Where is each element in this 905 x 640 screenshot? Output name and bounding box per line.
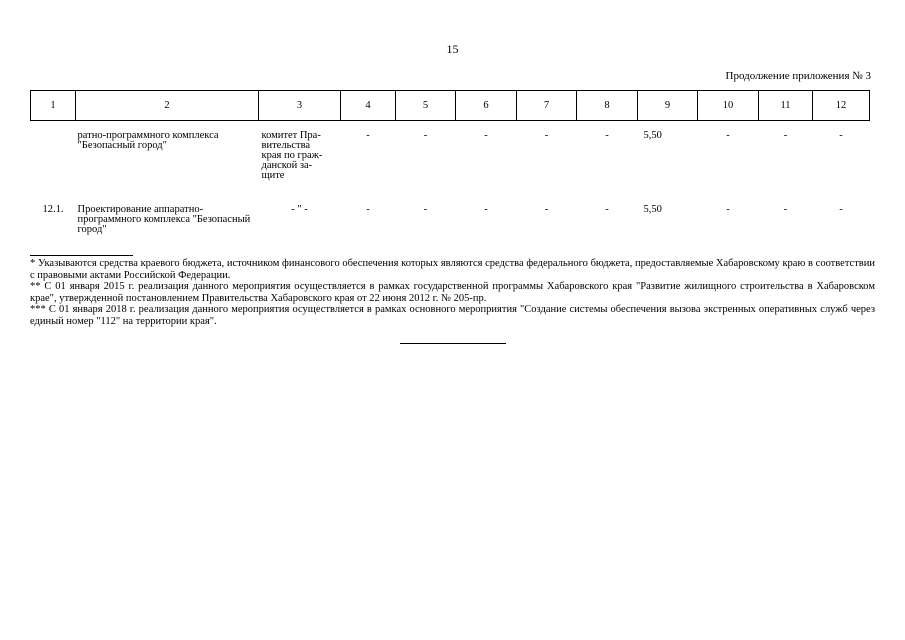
footnote-divider [30,255,133,256]
column-header: 12 [813,91,870,121]
value-cell: - [484,204,488,215]
value-cell: - [366,130,370,141]
footnote: * Указываются средства краевого бюджета, источником финансового обеспечения которых являются средства федерального бюджета, предоставляемые Хабаровскому краю в соответствии с правовыми актами Российской Федерации. [30,258,875,281]
footnote: ** С 01 января 2015 г. реализация данного мероприятия осуществляется в рамках государственной программы Хабаровского края "Развитие жилищного строительства в Хабаровском крае", утвержденной постановлением Правительства Хабаровского края от 22 июня 2012 г. № 205-пр. [30,281,875,304]
program-table [30,90,870,235]
row-number [31,121,76,194]
value-cell: - [783,130,788,141]
executor: комитет Пра- вительства края по граж- данской за- щите [261,130,323,181]
table-row [31,193,870,235]
value-cell: - [366,204,370,215]
column-header: 10 [698,91,759,121]
value-cell: - [423,130,428,141]
continuation-label: Продолжение приложения № 3 [725,70,871,82]
column-header: 7 [517,91,577,121]
footnote: *** С 01 января 2018 г. реализация данного мероприятия осуществляется в рамках основного мероприятия "Создание системы обеспечения вызова экстренных оперативных служб через единый номер "112" на территории края". [30,304,875,327]
value-cell: - [605,130,609,141]
value-cell: - [544,130,549,141]
page-number: 15 [446,42,459,56]
table-header-row [31,91,870,121]
value-cell: - [484,130,488,141]
value-cell: - [423,204,428,215]
column-header: 2 [76,91,259,121]
value-cell: - [839,130,843,141]
footnotes [30,258,875,327]
column-header: 4 [341,91,396,121]
column-header: 5 [396,91,456,121]
row-number: 12.1. [42,204,64,215]
end-divider [400,343,506,344]
value-cell: - [726,130,730,141]
column-header: 6 [456,91,517,121]
value-cell: - [839,204,843,215]
value-cell: 5,50 [643,204,662,215]
value-cell: - [605,204,609,215]
column-header: 1 [31,91,76,121]
table-row [31,121,870,194]
column-header: 3 [259,91,341,121]
activity-name: Проектирование аппаратно-программного комплекса "Безопасный город" [77,204,251,235]
executor: - " - [291,204,308,215]
activity-name: ратно-программного комплекса "Безопасный город" [77,130,219,151]
value-cell: - [783,204,788,215]
value-cell: 5,50 [643,130,662,141]
column-header: 8 [577,91,638,121]
column-header: 9 [638,91,698,121]
value-cell: - [726,204,730,215]
value-cell: - [544,204,549,215]
column-header: 11 [759,91,813,121]
